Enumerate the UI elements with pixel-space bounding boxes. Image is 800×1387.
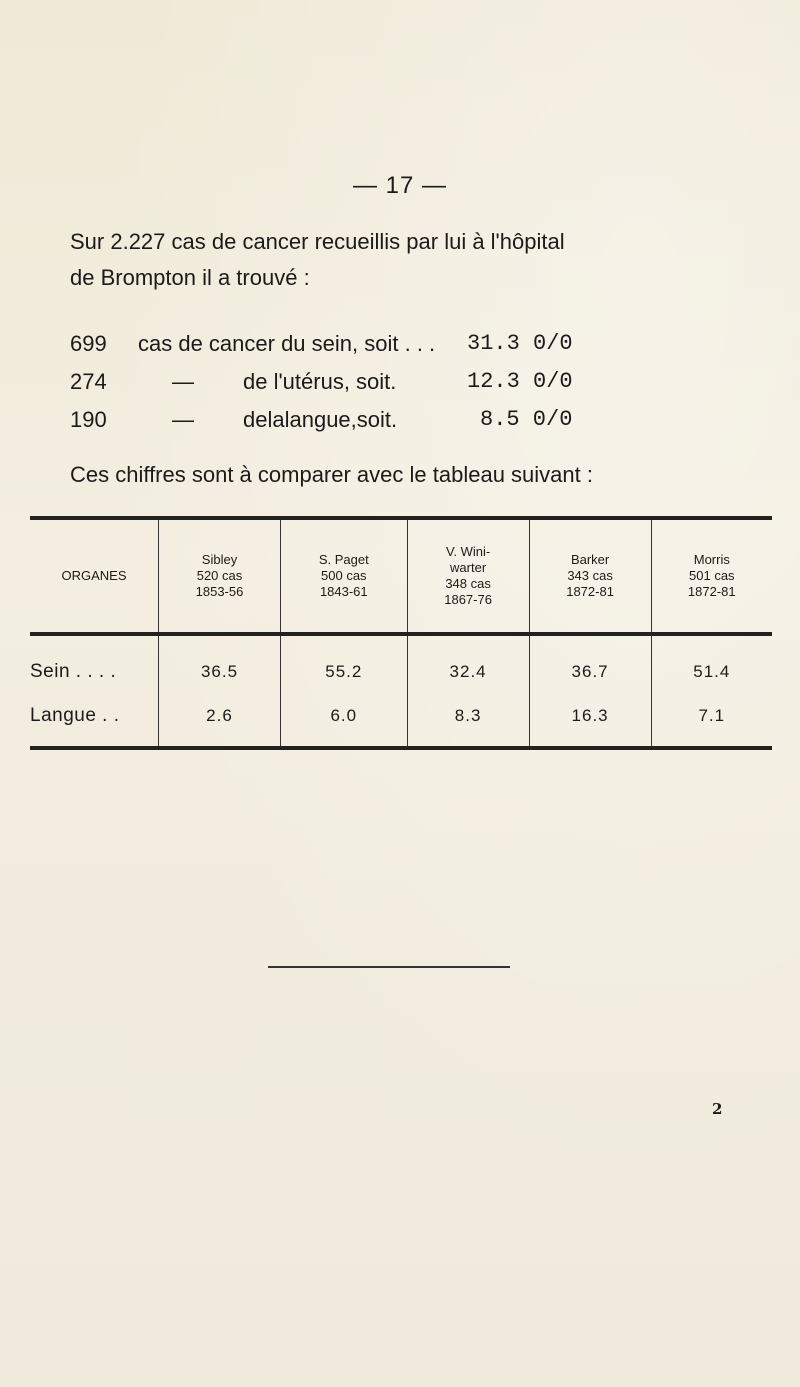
- stat-count: 274: [70, 369, 107, 394]
- stat-percent: 8.5 0/0: [480, 407, 573, 432]
- signature-mark: 2: [712, 1100, 723, 1118]
- cell-value: 8.3: [407, 694, 529, 748]
- row-organ-label: Langue . .: [30, 705, 120, 726]
- cell-value: 51.4: [651, 634, 772, 694]
- header-paget: S. Paget 500 cas 1843-61: [280, 518, 407, 634]
- table-row-sein: [30, 634, 772, 694]
- cancer-stats-list: [70, 325, 690, 439]
- intro-line-2: de Brompton il a trouvé :: [70, 265, 310, 290]
- cell-value: 55.2: [280, 634, 407, 694]
- cell-value: 32.4: [407, 634, 529, 694]
- cell-value: 6.0: [280, 694, 407, 748]
- cell-value: 2.6: [159, 694, 281, 748]
- table-header-row: [30, 518, 772, 634]
- header-winiwarter: V. Wini- warter 348 cas 1867-76: [407, 518, 529, 634]
- stat-row-sein: [70, 325, 690, 363]
- stat-site: cas de cancer du sein, soit . . .: [138, 331, 436, 356]
- cell-value: 36.7: [529, 634, 651, 694]
- intro-paragraph: [70, 224, 750, 296]
- stat-percent: 31.3 0/0: [467, 331, 573, 356]
- stat-site: de l'utérus, soit.: [243, 369, 397, 394]
- stat-count: 699: [70, 331, 107, 356]
- comparison-sentence: Ces chiffres sont à comparer avec le tableau suivant :: [70, 462, 593, 487]
- header-organes: ORGANES: [30, 518, 159, 634]
- table-row-langue: [30, 694, 772, 748]
- row-organ-label: Sein . . . .: [30, 661, 117, 682]
- header-sibley: Sibley 520 cas 1853-56: [159, 518, 281, 634]
- intro-line-1: Sur 2.227 cas de cancer recueillis par lui à l'hôpital: [70, 229, 565, 254]
- stat-ditto-dash: —: [172, 369, 194, 394]
- cell-value: 16.3: [529, 694, 651, 748]
- section-end-rule: [268, 966, 510, 968]
- cell-value: 7.1: [651, 694, 772, 748]
- stat-row-uterus: [70, 363, 690, 401]
- comparison-table: [30, 516, 772, 750]
- stat-count: 190: [70, 407, 107, 432]
- page-number: — 17 —: [352, 172, 448, 199]
- stat-ditto-dash: —: [172, 407, 194, 432]
- stat-site: delalangue,soit.: [243, 407, 398, 432]
- cell-value: 36.5: [159, 634, 281, 694]
- header-morris: Morris 501 cas 1872-81: [651, 518, 772, 634]
- stat-percent: 12.3 0/0: [467, 369, 573, 394]
- header-barker: Barker 343 cas 1872-81: [529, 518, 651, 634]
- stat-row-langue: [70, 401, 690, 439]
